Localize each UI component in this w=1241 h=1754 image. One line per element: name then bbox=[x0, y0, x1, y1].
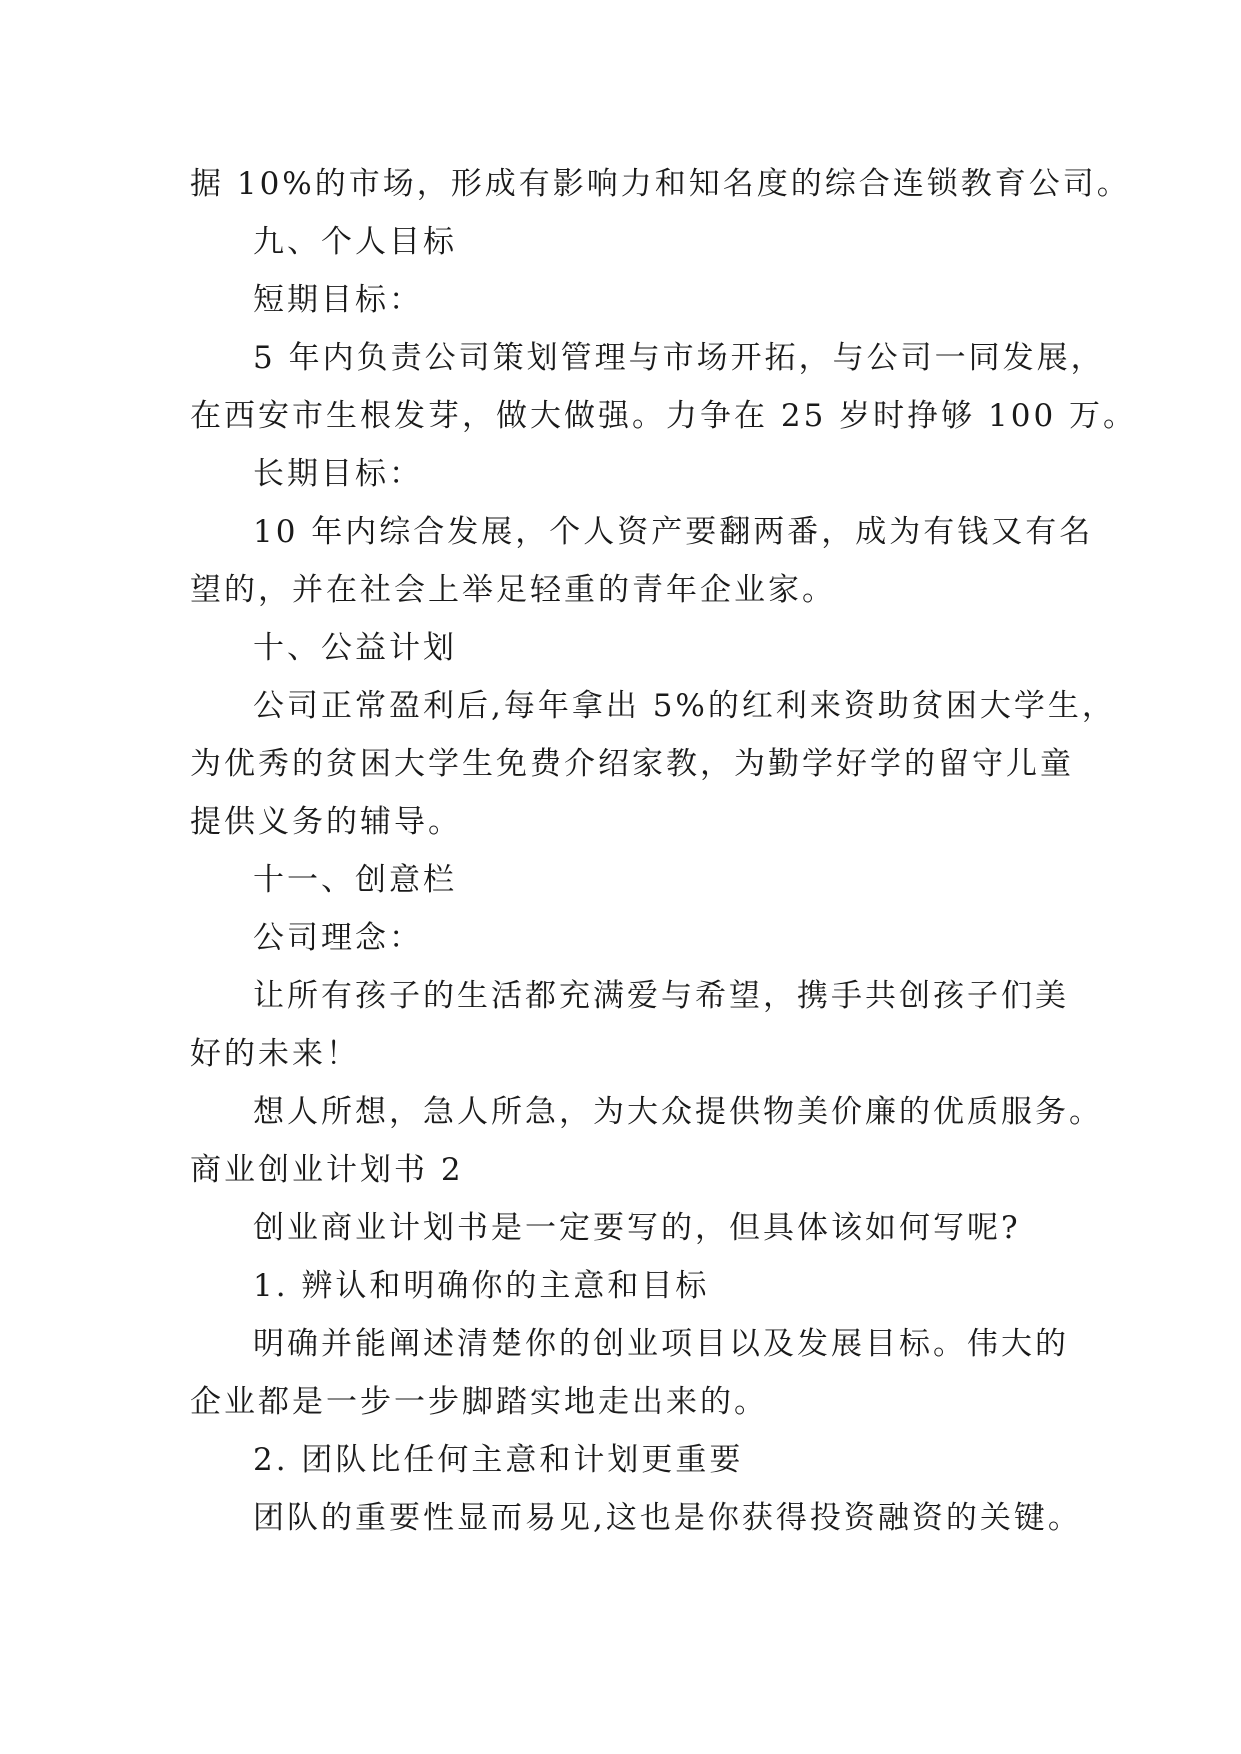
numbered-heading: 1. 辨认和明确你的主意和目标 bbox=[253, 1268, 710, 1304]
text-line: 企业都是一步一步脚踏实地走出来的。 bbox=[190, 1384, 768, 1420]
text-line: 望的，并在社会上举足轻重的青年企业家。 bbox=[190, 572, 836, 608]
text-line: 让所有孩子的生活都充满爱与希望，携手共创孩子们美 bbox=[253, 978, 1069, 1014]
subheading: 长期目标： bbox=[253, 456, 423, 492]
section-heading: 十一、创意栏 bbox=[253, 862, 457, 898]
text-line: 想人所想，急人所急，为大众提供物美价廉的优质服务。 bbox=[253, 1094, 1103, 1130]
section-heading: 十、公益计划 bbox=[253, 630, 457, 666]
subheading: 公司理念： bbox=[253, 920, 423, 956]
text-line: 提供义务的辅导。 bbox=[190, 804, 462, 840]
text-line: 创业商业计划书是一定要写的，但具体该如何写呢? bbox=[253, 1210, 1021, 1246]
text-line: 好的未来！ bbox=[190, 1036, 360, 1072]
text-line: 团队的重要性显而易见,这也是你获得投资融资的关键。 bbox=[253, 1500, 1082, 1536]
section-heading: 九、个人目标 bbox=[253, 224, 457, 260]
document-title: 商业创业计划书 2 bbox=[190, 1152, 464, 1188]
text-line: 在西安市生根发芽，做大做强。力争在 25 岁时挣够 100 万。 bbox=[190, 398, 1138, 434]
text-line: 10 年内综合发展，个人资产要翻两番，成为有钱又有名 bbox=[253, 514, 1094, 550]
text-line: 5 年内负责公司策划管理与市场开拓，与公司一同发展， bbox=[253, 340, 1105, 376]
text-line: 为优秀的贫困大学生免费介绍家教，为勤学好学的留守儿童 bbox=[190, 746, 1074, 782]
text-line: 据 10%的市场，形成有影响力和知名度的综合连锁教育公司。 bbox=[190, 166, 1131, 202]
text-line: 公司正常盈利后,每年拿出 5%的红利来资助贫困大学生， bbox=[253, 688, 1116, 724]
subheading: 短期目标： bbox=[253, 282, 423, 318]
text-line: 明确并能阐述清楚你的创业项目以及发展目标。伟大的 bbox=[253, 1326, 1069, 1362]
numbered-heading: 2. 团队比任何主意和计划更重要 bbox=[253, 1442, 744, 1478]
